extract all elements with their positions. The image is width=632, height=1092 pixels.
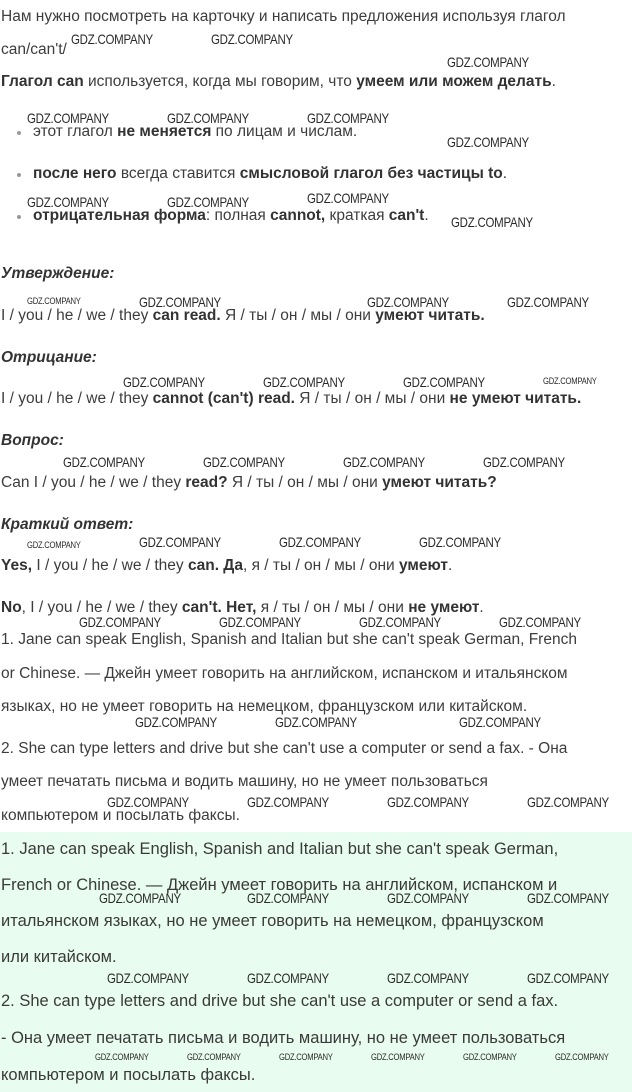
intro-line-1: Нам нужно посмотреть на карточку и написать предложения используя глагол: [1, 8, 566, 25]
watermark: GDZ.COMPANY: [527, 890, 609, 906]
watermark: GDZ.COMPANY: [79, 614, 161, 630]
green-answer-line-1: 1. Jane can speak English, Spanish and Italian but she can't speak German,: [1, 840, 559, 858]
watermark: GDZ.COMPANY: [211, 31, 293, 47]
green-answer-line-6: - Она умеет печатать письма и водить машину, но не умеет пользоваться: [1, 1029, 566, 1047]
answer-line-1: 1. Jane can speak English, Spanish and Italian but she can't speak German, French: [1, 631, 577, 648]
watermark: GDZ.COMPANY: [107, 970, 189, 986]
bullet-item-3: отрицательная форма: полная cannot, краткая can't.: [33, 207, 429, 224]
watermark: GDZ.COMPANY: [139, 534, 221, 550]
watermark: GDZ.COMPANY: [419, 534, 501, 550]
watermark: GDZ.COMPANY: [63, 454, 145, 470]
watermark: GDZ.COMPANY: [187, 1052, 241, 1062]
watermark: GDZ.COMPANY: [247, 794, 329, 810]
watermark: GDZ.COMPANY: [135, 714, 217, 730]
section-title-negative: Отрицание:: [1, 349, 97, 366]
watermark: GDZ.COMPANY: [219, 614, 301, 630]
watermark: GDZ.COMPANY: [343, 454, 425, 470]
answer-line-3: языках, но не умеет говорить на немецком, французском или китайском.: [1, 698, 528, 715]
watermark: GDZ.COMPANY: [403, 374, 485, 390]
watermark: GDZ.COMPANY: [167, 110, 249, 126]
watermark: GDZ.COMPANY: [27, 194, 109, 210]
watermark: GDZ.COMPANY: [307, 190, 389, 206]
green-answer-line-7: компьютером и посылать факсы.: [1, 1066, 256, 1084]
watermark: GDZ.COMPANY: [459, 714, 541, 730]
answer-line-4: 2. She can type letters and drive but she can't use a computer or send a fax. - Она: [1, 740, 568, 757]
watermark: GDZ.COMPANY: [99, 890, 181, 906]
watermark: GDZ.COMPANY: [463, 1052, 517, 1062]
watermark: GDZ.COMPANY: [527, 970, 609, 986]
watermark: GDZ.COMPANY: [447, 134, 529, 150]
watermark: GDZ.COMPANY: [359, 614, 441, 630]
watermark: GDZ.COMPANY: [371, 1052, 425, 1062]
bullet-dot: [17, 215, 21, 219]
watermark: GDZ.COMPANY: [27, 540, 81, 550]
bullet-item-1: этот глагол не меняется по лицам и числам.: [33, 123, 358, 140]
watermark: GDZ.COMPANY: [543, 376, 597, 386]
watermark: GDZ.COMPANY: [27, 110, 109, 126]
green-answer-line-4: или китайском.: [1, 948, 117, 966]
answer-line-5: умеет печатать письма и водить машину, но не умеет пользоваться: [1, 773, 488, 790]
answer-line-6: компьютером и посылать факсы.: [1, 807, 240, 824]
bullet-dot: [17, 131, 21, 135]
bullet-item-2: после него всегда ставится смысловой глагол без частицы to.: [33, 165, 508, 182]
watermark: GDZ.COMPANY: [203, 454, 285, 470]
watermark: GDZ.COMPANY: [95, 1052, 149, 1062]
watermark: GDZ.COMPANY: [387, 970, 469, 986]
short-yes-line: Yes, I / you / he / we / they can. Да, я / ты / он / мы / они умеют.: [1, 557, 453, 574]
bullet-dot: [17, 173, 21, 177]
watermark: GDZ.COMPANY: [71, 31, 153, 47]
watermark: GDZ.COMPANY: [367, 294, 449, 310]
question-line: Can I / you / he / we / they read? Я / ты / он / мы / они умеют читать?: [1, 474, 497, 491]
section-title-question: Вопрос:: [1, 432, 64, 449]
watermark: GDZ.COMPANY: [247, 970, 329, 986]
watermark: GDZ.COMPANY: [307, 110, 389, 126]
short-no-line: No, I / you / he / we / they can't. Нет, я / ты / он / мы / они не умеют.: [1, 599, 484, 616]
watermark: GDZ.COMPANY: [507, 294, 589, 310]
watermark: GDZ.COMPANY: [123, 374, 205, 390]
watermark: GDZ.COMPANY: [279, 534, 361, 550]
green-answer-line-2: French or Chinese. — Джейн умеет говорить на английском, испанском и: [1, 876, 558, 894]
watermark: GDZ.COMPANY: [483, 454, 565, 470]
affirm-line: I / you / he / we / they can read. Я / ты / он / мы / они умеют читать.: [1, 307, 485, 324]
section-title-affirm: Утверждение:: [1, 265, 115, 282]
watermark: GDZ.COMPANY: [447, 54, 529, 70]
green-answer-line-3: итальянском языках, но не умеет говорить на немецком, французском: [1, 912, 544, 930]
watermark: GDZ.COMPANY: [247, 890, 329, 906]
watermark: GDZ.COMPANY: [263, 374, 345, 390]
watermark: GDZ.COMPANY: [27, 296, 81, 306]
watermark: GDZ.COMPANY: [167, 194, 249, 210]
rule-line: Глагол can используется, когда мы говорим, что умеем или можем делать.: [1, 73, 556, 90]
watermark: GDZ.COMPANY: [275, 714, 357, 730]
watermark: GDZ.COMPANY: [527, 794, 609, 810]
watermark: GDZ.COMPANY: [139, 294, 221, 310]
green-answer-line-5: 2. She can type letters and drive but she can't use a computer or send a fax.: [1, 992, 559, 1010]
watermark: GDZ.COMPANY: [387, 890, 469, 906]
watermark: GDZ.COMPANY: [279, 1052, 333, 1062]
watermark: GDZ.COMPANY: [107, 794, 189, 810]
section-title-short: Краткий ответ:: [1, 516, 134, 533]
watermark: GDZ.COMPANY: [387, 794, 469, 810]
intro-line-2: can/can't/: [1, 41, 67, 58]
watermark: GDZ.COMPANY: [451, 214, 533, 230]
answer-line-2: or Chinese. — Джейн умеет говорить на английском, испанском и итальянском: [1, 665, 568, 682]
negative-line: I / you / he / we / they cannot (can't) read. Я / ты / он / мы / они не умеют читать.: [1, 390, 582, 407]
watermark: GDZ.COMPANY: [555, 1052, 609, 1062]
watermark: GDZ.COMPANY: [499, 614, 581, 630]
